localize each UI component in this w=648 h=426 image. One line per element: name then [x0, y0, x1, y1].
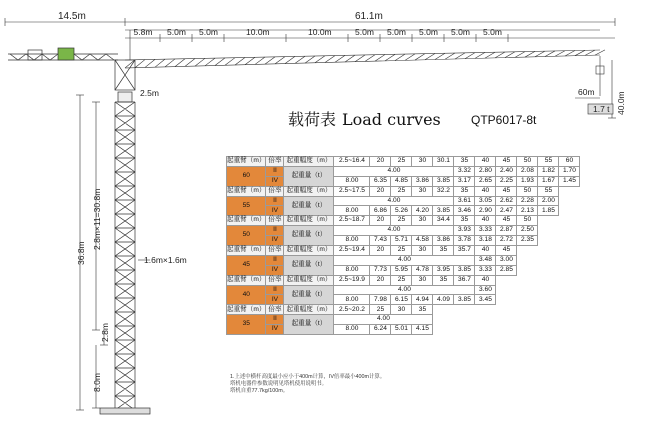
rate-cell: IV [266, 265, 284, 275]
left-dimensions [76, 95, 150, 410]
radius-cell: 35.7 [454, 246, 475, 256]
dim-mast-sections: 2.8m×11=30.8m [92, 188, 102, 250]
load-cell: 2.47 [496, 206, 517, 216]
rate-cell: IV [266, 206, 284, 216]
radius-cell: 2.5~17.5 [334, 186, 370, 196]
title-cn: 载荷表 [288, 110, 337, 129]
rate-cell: II [266, 196, 284, 206]
load-cell: 5.95 [391, 265, 412, 275]
crane-model: QTP6017-8t [471, 113, 537, 127]
load-cell: 3.85 [433, 206, 454, 216]
load-cell: 3.85 [454, 265, 475, 275]
rate-cell: II [266, 166, 284, 176]
rate-cell: IV [266, 325, 284, 335]
header-jib: 起重臂（m） [227, 275, 266, 285]
header-jib: 起重臂（m） [227, 246, 266, 256]
load-cell: 4.94 [412, 295, 433, 305]
load-cell: 4.00 [334, 196, 454, 206]
radius-cell: 34.4 [433, 216, 454, 226]
load-cell: 2.00 [538, 196, 559, 206]
header-radius: 起重幅度（m） [284, 275, 334, 285]
load-cell: 8.00 [334, 206, 370, 216]
radius-cell: 55 [538, 186, 559, 196]
jib-length: 50 [227, 226, 266, 246]
radius-cell: 25 [370, 305, 391, 315]
load-cell: 3.61 [454, 196, 475, 206]
rate-cell: II [266, 226, 284, 236]
table-row [227, 285, 580, 295]
radius-cell: 45 [496, 157, 517, 167]
load-cell: 8.00 [334, 325, 370, 335]
load-cell: 2.72 [496, 236, 517, 246]
load-cell: 1.70 [559, 166, 580, 176]
radius-cell: 60 [559, 157, 580, 167]
load-cell: 6.24 [370, 325, 391, 335]
header-load: 起重量（t） [284, 166, 334, 186]
load-cell: 4.00 [334, 255, 475, 265]
radius-cell: 30 [391, 305, 412, 315]
header-jib: 起重臂（m） [227, 157, 266, 167]
dim-base-section: 2.8m [100, 323, 110, 342]
radius-cell: 55 [538, 157, 559, 167]
load-cell: 1.85 [538, 206, 559, 216]
radius-cell: 25 [391, 216, 412, 226]
load-cell: 3.33 [475, 265, 496, 275]
table-row [227, 176, 580, 186]
radius-cell: 45 [496, 246, 517, 256]
load-cell: 2.40 [496, 166, 517, 176]
header-radius: 起重幅度（m） [284, 246, 334, 256]
radius-cell: 25 [391, 157, 412, 167]
dim-jib-total: 61.1m [355, 11, 383, 22]
load-cell: 3.46 [454, 206, 475, 216]
radius-cell: 30 [412, 246, 433, 256]
load-cell: 5.71 [391, 236, 412, 246]
load-cell: 4.15 [412, 325, 433, 335]
dim-jib-segment: 5.8m [133, 27, 153, 37]
load-cell: 6.15 [391, 295, 412, 305]
note-line: 1.上述中横杆高度最小应小于400m计算，IV倍率最小400m计算。 [230, 374, 386, 380]
jib-length: 45 [227, 255, 266, 275]
table-row [227, 216, 580, 226]
header-radius: 起重幅度（m） [284, 216, 334, 226]
radius-cell: 2.5~18.7 [334, 216, 370, 226]
dim-tower-height: 36.8m [76, 241, 86, 265]
load-cell: 2.65 [475, 176, 496, 186]
dim-jib-segment: 5.0m [419, 27, 438, 37]
radius-cell: 25 [391, 246, 412, 256]
counter-jib [8, 48, 118, 60]
load-cell: 3.05 [475, 196, 496, 206]
table-row [227, 226, 580, 236]
radius-cell: 20 [370, 275, 391, 285]
load-cell: 6.86 [370, 206, 391, 216]
load-cell: 3.86 [412, 176, 433, 186]
load-cell: 3.85 [454, 295, 475, 305]
header-rate: 倍率 [266, 305, 284, 315]
load-cell: 5.26 [391, 206, 412, 216]
radius-cell: 35 [454, 157, 475, 167]
load-cell: 8.00 [334, 236, 370, 246]
rate-cell: II [266, 255, 284, 265]
radius-cell: 35 [433, 275, 454, 285]
radius-cell: 35 [433, 246, 454, 256]
radius-cell: 20 [370, 246, 391, 256]
load-cell: 2.13 [517, 206, 538, 216]
load-cell: 2.80 [475, 166, 496, 176]
header-load: 起重量（t） [284, 226, 334, 246]
load-cell: 3.93 [454, 226, 475, 236]
tower-mast [100, 102, 150, 414]
table-row [227, 157, 580, 167]
load-cell: 8.00 [334, 176, 370, 186]
load-cell: 2.90 [475, 206, 496, 216]
header-rate: 倍率 [266, 216, 284, 226]
rate-cell: IV [266, 236, 284, 246]
radius-cell: 25 [391, 275, 412, 285]
table-row [227, 255, 580, 265]
header-rate: 倍率 [266, 246, 284, 256]
dim-jib-segment: 5.0m [167, 27, 186, 37]
header-rate: 倍率 [266, 186, 284, 196]
tower-head [115, 60, 135, 102]
radius-cell: 40 [475, 186, 496, 196]
header-radius: 起重幅度（m） [284, 305, 334, 315]
note-line: 塔机电器件参数说明见塔机使用说明书。 [230, 381, 328, 387]
load-cell: 8.00 [334, 265, 370, 275]
radius-cell: 45 [496, 216, 517, 226]
load-cell: 5.01 [391, 325, 412, 335]
table-row [227, 275, 580, 285]
radius-cell: 2.5~19.9 [334, 275, 370, 285]
header-jib: 起重臂（m） [227, 186, 266, 196]
load-cell: 2.25 [496, 176, 517, 186]
load-cell: 4.78 [412, 265, 433, 275]
table-row [227, 166, 580, 176]
load-cell: 1.45 [559, 176, 580, 186]
dim-jib-segment: 5.0m [451, 27, 470, 37]
load-cell: 4.00 [334, 226, 454, 236]
rate-cell: IV [266, 176, 284, 186]
dim-tip-height: 40.0m [616, 91, 626, 115]
radius-cell: 45 [496, 186, 517, 196]
load-cell: 3.85 [433, 176, 454, 186]
radius-cell: 40 [475, 246, 496, 256]
header-rate: 倍率 [266, 275, 284, 285]
load-cell: 8.00 [334, 295, 370, 305]
radius-cell: 20 [370, 186, 391, 196]
load-table [226, 156, 580, 335]
header-load: 起重量（t） [284, 315, 334, 335]
jib-length: 35 [227, 315, 266, 335]
radius-cell: 36.7 [454, 275, 475, 285]
load-cell: 3.00 [496, 255, 517, 265]
load-cell: 1.93 [517, 176, 538, 186]
dim-tip-radius: 60m [578, 87, 595, 97]
header-load: 起重量（t） [284, 196, 334, 216]
header-rate: 倍率 [266, 157, 284, 167]
load-cell: 4.20 [412, 206, 433, 216]
radius-cell: 2.5~19.4 [334, 246, 370, 256]
header-radius: 起重幅度（m） [284, 157, 334, 167]
radius-cell: 35 [454, 186, 475, 196]
radius-cell: 20 [370, 216, 391, 226]
rate-cell: IV [266, 295, 284, 305]
dim-counter-jib: 14.5m [58, 11, 86, 22]
radius-cell: 30 [412, 216, 433, 226]
load-cell: 2.08 [517, 166, 538, 176]
dim-jib-segment: 5.0m [387, 27, 406, 37]
table-row [227, 295, 580, 305]
radius-cell: 40 [475, 216, 496, 226]
load-cell: 3.95 [433, 265, 454, 275]
table-row [227, 196, 580, 206]
header-load: 起重量（t） [284, 285, 334, 305]
dim-jib-segment: 5.0m [199, 27, 218, 37]
load-cell: 4.58 [412, 236, 433, 246]
radius-cell: 30 [412, 275, 433, 285]
load-cell: 2.50 [517, 226, 538, 236]
table-row [227, 315, 580, 325]
radius-cell: 2.5~16.4 [334, 157, 370, 167]
jib-length: 40 [227, 285, 266, 305]
header-load: 起重量（t） [284, 255, 334, 275]
table-row [227, 305, 580, 315]
tip-load: 1.7 t [593, 104, 610, 114]
radius-cell: 50 [517, 216, 538, 226]
dim-jib-segment: 5.0m [483, 27, 502, 37]
radius-cell: 30 [412, 186, 433, 196]
load-cell: 2.62 [496, 196, 517, 206]
header-jib: 起重臂（m） [227, 305, 266, 315]
load-cell: 3.17 [454, 176, 475, 186]
load-cell: 4.00 [334, 285, 475, 295]
radius-cell: 30.1 [433, 157, 454, 167]
radius-cell: 20 [370, 157, 391, 167]
radius-cell: 50 [517, 186, 538, 196]
header-radius: 起重幅度（m） [284, 186, 334, 196]
load-cell: 3.45 [475, 295, 496, 305]
radius-cell: 35 [412, 305, 433, 315]
load-cell: 6.35 [370, 176, 391, 186]
load-cell: 2.28 [517, 196, 538, 206]
radius-cell: 40 [475, 157, 496, 167]
radius-cell: 40 [475, 275, 496, 285]
dim-jib-segment: 10.0m [308, 27, 332, 37]
load-cell: 1.67 [538, 176, 559, 186]
load-cell: 2.87 [496, 226, 517, 236]
radius-cell: 50 [517, 157, 538, 167]
load-cell: 3.32 [454, 166, 475, 176]
dim-foundation: 8.0m [92, 373, 102, 392]
radius-cell: 25 [391, 186, 412, 196]
load-cell: 7.43 [370, 236, 391, 246]
jib-length: 60 [227, 166, 266, 186]
load-cell: 7.98 [370, 295, 391, 305]
dim-jib-segment: 5.0m [355, 27, 374, 37]
load-cell: 3.78 [454, 236, 475, 246]
load-cell: 3.48 [475, 255, 496, 265]
dim-section-size: 1.6m×1.6m [144, 255, 187, 265]
load-cell: 4.85 [391, 176, 412, 186]
load-cell: 4.00 [334, 315, 433, 325]
title-en: Load curves [342, 110, 441, 129]
dim-cab: 2.5m [140, 88, 159, 98]
table-row [227, 206, 580, 216]
load-cell: 3.86 [433, 236, 454, 246]
notes [230, 374, 385, 395]
table-row [227, 325, 580, 335]
radius-cell: 32.2 [433, 186, 454, 196]
jib-segment-dimensions [134, 27, 509, 42]
table-row [227, 236, 580, 246]
load-cell: 3.60 [475, 285, 496, 295]
load-cell: 4.09 [433, 295, 454, 305]
radius-cell: 30 [412, 157, 433, 167]
rate-cell: II [266, 315, 284, 325]
load-cell: 4.00 [334, 166, 454, 176]
header-jib: 起重臂（m） [227, 216, 266, 226]
load-cell: 1.82 [538, 166, 559, 176]
table-row [227, 246, 580, 256]
radius-cell: 2.5~20.2 [334, 305, 370, 315]
rate-cell: II [266, 285, 284, 295]
table-row [227, 186, 580, 196]
note-line: 塔机自重77.7kg/100m。 [230, 388, 289, 394]
jib-length: 55 [227, 196, 266, 216]
radius-cell: 35 [454, 216, 475, 226]
load-cell: 2.85 [496, 265, 517, 275]
load-cell: 3.33 [475, 226, 496, 236]
load-cell: 3.18 [475, 236, 496, 246]
table-row [227, 265, 580, 275]
load-cell: 7.73 [370, 265, 391, 275]
dim-jib-segment: 10.0m [246, 27, 270, 37]
load-cell: 2.35 [517, 236, 538, 246]
